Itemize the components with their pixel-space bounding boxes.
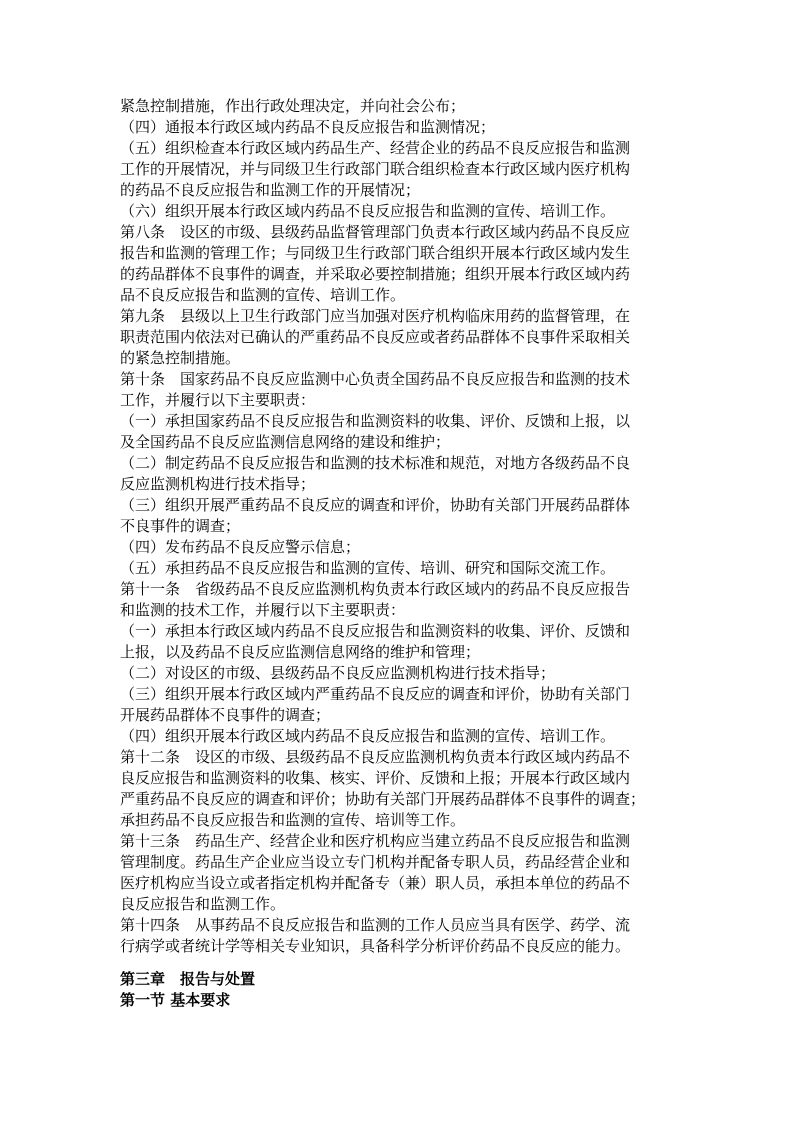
text-line: 的药品不良反应报告和监测工作的开展情况；	[120, 181, 421, 199]
text-line: （二）制定药品不良反应报告和监测的技术标准和规范，对地方各级药品不良	[120, 454, 631, 472]
text-line: 不良事件的调查；	[120, 517, 241, 535]
section-headings	[120, 968, 685, 1010]
text-line: 开展药品群体不良事件的调查；	[120, 706, 331, 724]
text-line: 良反应报告和监测工作。	[120, 895, 286, 913]
text-line: 职责范围内依法对已确认的严重药品不良反应或者药品群体不良事件采取相关	[120, 328, 631, 346]
text-line: （五）承担药品不良反应报告和监测的宣传、培训、研究和国际交流工作。	[120, 559, 616, 577]
text-line: （一）承担本行政区域内药品不良反应报告和监测资料的收集、评价、反馈和	[120, 622, 631, 640]
text-line: （二）对设区的市级、县级药品不良反应监测机构进行技术指导；	[120, 664, 556, 682]
text-line: 反应监测机构进行技术指导；	[120, 475, 316, 493]
text-line: （三）组织开展本行政区域内严重药品不良反应的调查和评价，协助有关部门	[120, 685, 631, 703]
text-line: 工作的开展情况，并与同级卫生行政部门联合组织检查本行政区域内医疗机构	[120, 160, 631, 178]
text-line: 第九条 县级以上卫生行政部门应当加强对医疗机构临床用药的监督管理，在	[120, 307, 631, 325]
text-line: 工作，并履行以下主要职责：	[120, 391, 316, 409]
text-line: 医疗机构应当设立或者指定机构并配备专（兼）职人员，承担本单位的药品不	[120, 874, 631, 892]
section-heading: 第一节 基本要求	[120, 991, 231, 1009]
chapter-heading: 第三章 报告与处置	[120, 970, 256, 988]
text-line: 良反应报告和监测资料的收集、核实、评价、反馈和上报；开展本行政区域内	[120, 769, 631, 787]
text-line: 紧急控制措施，作出行政处理决定，并向社会公布；	[120, 97, 466, 115]
body-text	[120, 96, 685, 957]
text-line: （四）组织开展本行政区域内药品不良反应报告和监测的宣传、培训工作。	[120, 727, 616, 745]
text-line: （六）组织开展本行政区域内药品不良反应报告和监测的宣传、培训工作。	[120, 202, 616, 220]
text-line: 和监测的技术工作，并履行以下主要职责：	[120, 601, 406, 619]
text-line: 品不良反应报告和监测的宣传、培训工作。	[120, 286, 406, 304]
text-line: （四）发布药品不良反应警示信息；	[120, 538, 361, 556]
text-line: 第十四条 从事药品不良反应报告和监测的工作人员应当具有医学、药学、流	[120, 916, 631, 934]
text-line: 上报，以及药品不良反应监测信息网络的维护和管理；	[120, 643, 481, 661]
text-line: （一）承担国家药品不良反应报告和监测资料的收集、评价、反馈和上报，以	[120, 412, 631, 430]
text-line: 的紧急控制措施。	[120, 349, 241, 367]
text-line: 严重药品不良反应的调查和评价；协助有关部门开展药品群体不良事件的调查；	[120, 790, 646, 808]
text-line: 报告和监测的管理工作；与同级卫生行政部门联合组织开展本行政区域内发生	[120, 244, 631, 262]
text-line: 的药品群体不良事件的调查，并采取必要控制措施；组织开展本行政区域内药	[120, 265, 631, 283]
text-line: 管理制度。药品生产企业应当设立专门机构并配备专职人员，药品经营企业和	[120, 853, 631, 871]
text-line: 第十条 国家药品不良反应监测中心负责全国药品不良反应报告和监测的技术	[120, 370, 631, 388]
text-line: 第十一条 省级药品不良反应监测机构负责本行政区域内的药品不良反应报告	[120, 580, 631, 598]
text-line: （三）组织开展严重药品不良反应的调查和评价，协助有关部门开展药品群体	[120, 496, 631, 514]
text-line: 行病学或者统计学等相关专业知识，具备科学分析评价药品不良反应的能力。	[120, 937, 631, 955]
text-line: （四）通报本行政区域内药品不良反应报告和监测情况；	[120, 118, 496, 136]
text-line: 第十二条 设区的市级、县级药品不良反应监测机构负责本行政区域内药品不	[120, 748, 631, 766]
text-line: 承担药品不良反应报告和监测的宣传、培训等工作。	[120, 811, 466, 829]
text-line: （五）组织检查本行政区域内药品生产、经营企业的药品不良反应报告和监测	[120, 139, 631, 157]
text-line: 及全国药品不良反应监测信息网络的建设和维护；	[120, 433, 451, 451]
text-line: 第十三条 药品生产、经营企业和医疗机构应当建立药品不良反应报告和监测	[120, 832, 631, 850]
text-line: 第八条 设区的市级、县级药品监督管理部门负责本行政区域内药品不良反应	[120, 223, 631, 241]
